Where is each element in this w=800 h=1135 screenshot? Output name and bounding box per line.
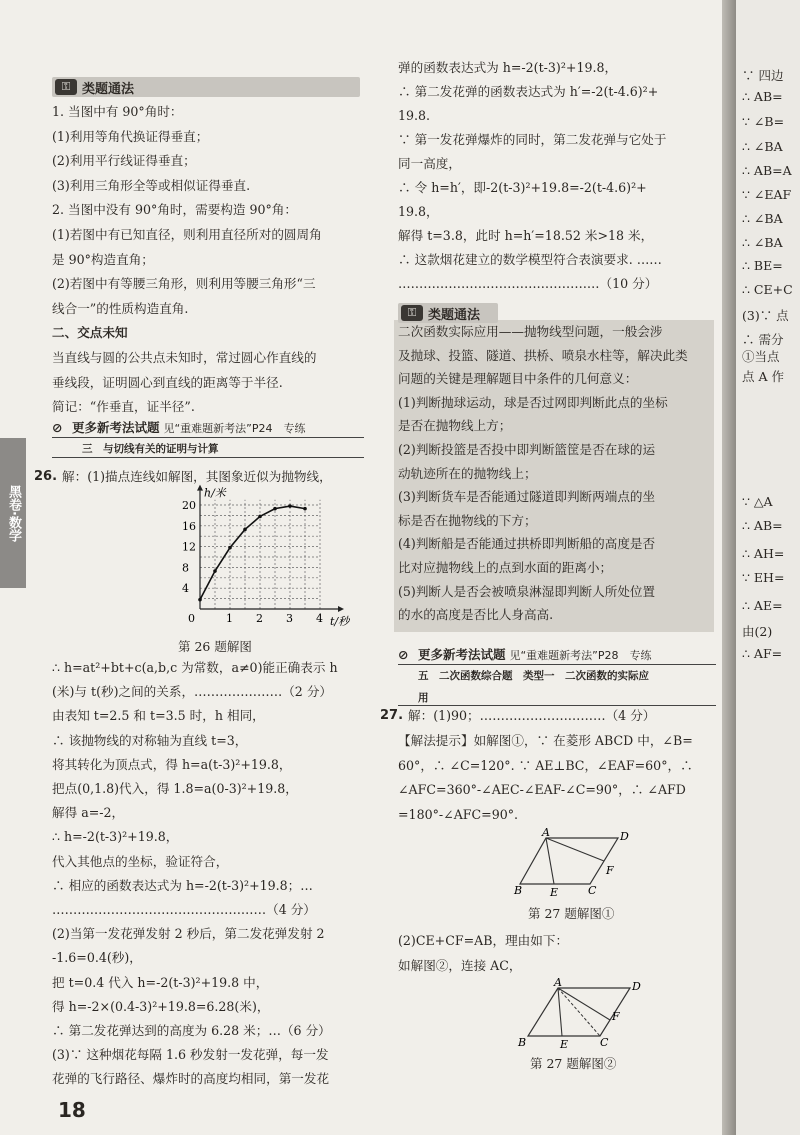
text-line: 由(2) — [742, 624, 773, 639]
figure-caption: 第 27 题解图② — [530, 1056, 617, 1071]
text-line: ∴ 令 h=h′，即-2(t-3)²+19.8=-2(t-4.6)²+ — [398, 180, 647, 195]
text-line: 60°，∴ ∠C=120°. ∵ AE⊥BC，∠EAF=60°，∴ — [398, 757, 693, 773]
text-line: 1. 当图中有 90°角时： — [52, 104, 183, 119]
question-number: 26. — [34, 469, 58, 484]
x-tick-label: 1 — [226, 612, 233, 625]
text-line: (3)利用三角形全等或相似证得垂直. — [52, 177, 251, 193]
text-line: 【解法提示】如解图①，∵ 在菱形 ABCD 中，∠B= — [398, 733, 693, 748]
point-label: C — [588, 884, 597, 897]
point-label: E — [560, 1038, 569, 1051]
y-tick-label: 16 — [182, 519, 196, 533]
text-line: 简记：“作垂直，证半径”. — [52, 399, 195, 415]
text-line: (1)若图中有已知直径，则利用直径所对的圆周角 — [52, 227, 322, 242]
text-line: ∵ △A — [742, 494, 773, 509]
x-tick-label: 4 — [316, 612, 323, 625]
data-point — [258, 515, 262, 519]
text-line: 问题的关键是理解题目中条件的几何意义： — [398, 371, 638, 387]
more-questions-link[interactable]: ⊘ 更多新考法试题 见“重难题新考法”P24 专练 — [52, 420, 306, 435]
data-point — [303, 507, 307, 511]
point-label: A — [542, 826, 550, 839]
text-line: 二、交点未知 — [52, 325, 128, 341]
text-line: ①当点 — [742, 349, 780, 364]
x-tick-label: 2 — [256, 612, 263, 625]
text-line: (1)利用等角代换证得垂直； — [52, 128, 209, 144]
text-line: (2)利用平行线证得垂直； — [52, 153, 196, 169]
text-line: ∴ AE= — [742, 598, 783, 613]
data-point — [288, 504, 292, 508]
point-label: F — [612, 1010, 620, 1023]
series-line — [200, 506, 305, 600]
data-point — [198, 598, 202, 602]
text-line: 比对应抛物线上的点到水面的距离小； — [398, 560, 613, 575]
text-line: ∠AFC=360°-∠AEC-∠EAF-∠C=90°，∴ ∠AFD — [398, 782, 686, 798]
y-axis-arrow — [197, 485, 203, 491]
text-line: ∴ 这款烟花建立的数学模型符合表演要求. …… — [398, 252, 662, 267]
text-line: 的水的高度是否比人身高高. — [398, 607, 554, 623]
solution-line: 解：(1)描点连线如解图，其图象近似为抛物线， — [62, 469, 332, 484]
text-line: (2)判断投篮是否投中即判断篮筐是否在球的运 — [398, 442, 656, 457]
text-line: 垂线段，证明圆心到直线的距离等于半径. — [52, 374, 283, 390]
text-line: 19.8， — [398, 204, 439, 219]
text-line: 花弹的飞行路径、爆炸时的高度均相同，第一发花 — [52, 1071, 330, 1087]
text-line: (4)判断船是否能通过拱桥即判断船的高度是否 — [398, 536, 656, 552]
next-page-edge — [736, 0, 800, 1135]
text-line: 点 A 作 — [742, 369, 784, 384]
text-line: ∴ 该抛物线的对称轴为直线 t=3， — [52, 732, 248, 748]
text-line: 解得 t=3.8，此时 h=h′=18.52 米>18 米， — [398, 228, 654, 243]
text-line: 二次函数实际应用——抛物线型问题，一般会涉 — [398, 324, 663, 339]
text-line: ∴ ∠BA — [742, 235, 783, 250]
text-line: (1)判断抛球运动，球是否过网即判断此点的坐标 — [398, 394, 668, 410]
point-label: D — [620, 830, 629, 843]
text-line: 弹的函数表达式为 h=-2(t-3)²+19.8， — [398, 60, 618, 75]
text-line: 把点(0,1.8)代入，得 1.8=a(0-3)²+19.8， — [52, 781, 298, 796]
text-line: 线合一”的性质构造直角. — [52, 300, 189, 316]
y-tick-label: 8 — [182, 561, 189, 575]
text-line: ∴ 需分 — [742, 332, 784, 347]
text-line: =180°-∠AFC=90°. — [398, 806, 519, 822]
text-line: 代入其他点的坐标，验证符合， — [52, 853, 229, 869]
text-line: ∴ CE+C — [742, 282, 793, 297]
point-label: B — [514, 884, 523, 897]
data-point — [213, 569, 217, 573]
rhombus-figure-2 — [514, 976, 641, 1051]
text-line: (米)与 t(秒)之间的关系，…………………（2 分） — [52, 684, 333, 700]
divider — [52, 437, 364, 438]
text-line: ∴ AB= — [742, 89, 783, 104]
key-icon: ⚿ — [55, 79, 77, 95]
text-line: ∵ EH= — [742, 570, 785, 585]
text-line: 是否在抛物线上方； — [398, 418, 512, 434]
text-line: ∴ h=-2(t-3)²+19.8， — [52, 829, 179, 845]
link-icon: ⊘ — [52, 420, 63, 435]
solution-line: 解：(1)90；…………………………（4 分） — [408, 708, 656, 723]
text-line: ∵ ∠B= — [742, 114, 785, 129]
text-line: (3)∵ 点 — [742, 308, 789, 323]
text-line: ∴ AB=A — [742, 163, 792, 178]
figure-caption: 第 26 题解图 — [178, 639, 252, 654]
y-tick-label: 12 — [182, 540, 196, 554]
text-line: …………………………………………（10 分） — [398, 276, 658, 291]
text-line: ∴ 第二发花弹的函数表达式为 h′=-2(t-4.6)²+ — [398, 84, 659, 99]
divider — [398, 705, 716, 706]
text-line: (2)若图中有等腰三角形，则利用等腰三角形“三 — [52, 276, 316, 292]
text-line: ∵ ∠EAF — [742, 187, 792, 202]
rhombus-figure-1 — [514, 826, 634, 900]
divider — [398, 664, 716, 665]
text-line: 如解图②，连接 AC， — [398, 958, 522, 973]
text-line: 同一高度， — [398, 156, 461, 171]
book-spine — [722, 0, 736, 1135]
text-line: 得 h=-2×(0.4-3)²+19.8=6.28(米)， — [52, 998, 270, 1014]
text-line: ∴ AF= — [742, 646, 783, 661]
tip-header: ⚿ 类题通法 — [52, 77, 360, 97]
text-line: (3)∵ 这种烟花每隔 1.6 秒发射一发花弹，每一发 — [52, 1047, 329, 1063]
text-line: ∴ 第二发花弹达到的高度为 6.28 米；…（6 分） — [52, 1023, 331, 1038]
question-number: 27. — [380, 708, 404, 723]
point-label: B — [518, 1036, 527, 1049]
tip-header: ⚿ 类题通法 — [398, 303, 498, 323]
link-icon: ⊘ — [398, 647, 409, 662]
page-number: 18 — [58, 1098, 86, 1122]
section-subtitle: 三 与切线有关的证明与计算 — [82, 443, 219, 455]
point-label: C — [600, 1036, 609, 1049]
text-line: 由表知 t=2.5 和 t=3.5 时，h 相同， — [52, 708, 265, 724]
text-line: 是 90°构造直角； — [52, 251, 154, 267]
text-line: 将其转化为顶点式，得 h=a(t-3)²+19.8， — [52, 756, 292, 772]
text-line: (5)判断人是否会被喷泉淋湿即判断人所处位置 — [398, 583, 656, 599]
data-point — [243, 528, 247, 532]
point-label: E — [550, 886, 559, 899]
x-tick-label: 0 — [188, 612, 195, 625]
section-subtitle: 五 二次函数综合题 类型一 二次函数的实际应 — [418, 670, 649, 682]
text-line: ∴ AH= — [742, 546, 785, 561]
figure-caption: 第 27 题解图① — [528, 906, 615, 921]
text-line: 19.8. — [398, 108, 431, 123]
text-line: ∴ AB= — [742, 518, 783, 533]
section-subtitle: 用 — [418, 692, 429, 704]
text-line: ∵ 四边 — [742, 68, 784, 83]
data-point — [273, 507, 277, 511]
y-axis-label: h/米 — [204, 486, 226, 500]
parabola-chart — [130, 487, 360, 632]
text-line: 把 t=0.4 代入 h=-2(t-3)²+19.8 中， — [52, 974, 269, 990]
point-label: D — [632, 980, 641, 993]
text-line: (2)当第一发花弹发射 2 秒后，第二发花弹发射 2 — [52, 926, 325, 942]
text-line: ∴ h=at²+bt+c(a,b,c 为常数，a≠0)能正确表示 h — [52, 660, 338, 675]
key-icon: ⚿ — [401, 305, 423, 321]
data-point — [228, 546, 232, 550]
point-label: A — [554, 976, 562, 989]
text-line: 标是否在抛物线的下方； — [398, 512, 537, 528]
y-tick-label: 4 — [182, 582, 189, 596]
text-line: ∴ 相应的函数表达式为 h=-2(t-3)²+19.8；… — [52, 877, 313, 893]
text-line: -1.6=0.4(秒)， — [52, 950, 142, 966]
text-line: 及抛球、投篮、隧道、拱桥、喷泉水柱等，解决此类 — [398, 347, 688, 363]
x-axis-label: t/秒 — [330, 615, 350, 628]
text-line: 当直线与圆的公共点未知时，常过圆心作直线的 — [52, 350, 317, 365]
text-line: 2. 当图中没有 90°角时，需要构造 90°角： — [52, 202, 297, 218]
text-line: ∴ ∠BA — [742, 139, 783, 154]
point-label: F — [606, 864, 614, 877]
text-line: (2)CE+CF=AB，理由如下： — [398, 933, 569, 948]
text-line: ∴ BE= — [742, 258, 783, 273]
text-line: 解得 a=-2， — [52, 805, 125, 821]
text-line: 动轨迹所在的抛物线上； — [398, 465, 537, 481]
side-tab: 黑卷·数学 — [0, 438, 26, 588]
more-questions-link[interactable]: ⊘ 更多新考法试题 见“重难题新考法”P28 专练 — [398, 647, 652, 662]
text-line: (3)判断货车是否能通过隧道即判断两端点的坐 — [398, 489, 656, 505]
text-line: ∴ ∠BA — [742, 211, 783, 226]
x-tick-label: 3 — [286, 612, 293, 625]
divider — [52, 457, 364, 458]
y-tick-label: 20 — [182, 499, 196, 512]
text-line: ……………………………………………（4 分） — [52, 902, 316, 917]
x-axis-arrow — [338, 606, 344, 612]
text-line: ∵ 第一发花弹爆炸的同时，第二发花弹与它处于 — [398, 132, 667, 147]
